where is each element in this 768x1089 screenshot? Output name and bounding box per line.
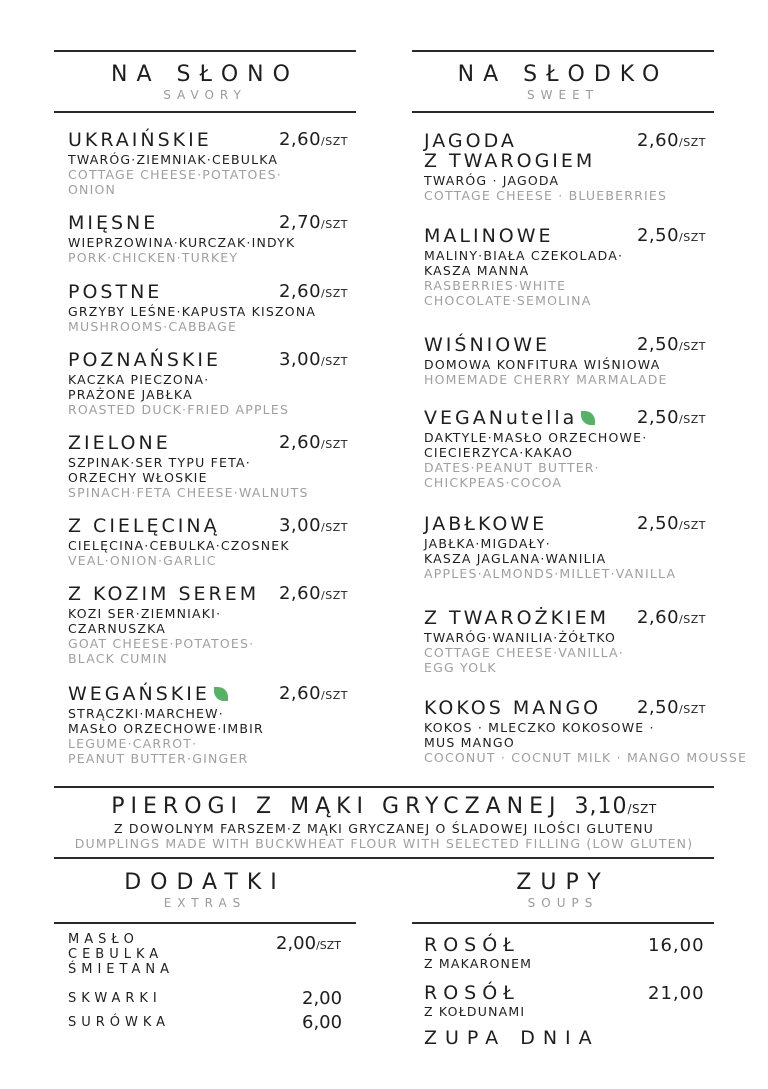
item-english-description: SPINACH·FETA CHEESE·WALNUTS xyxy=(68,485,309,500)
soup-item-1-sub: Z MAKARONEM xyxy=(424,956,533,971)
item-polish-description: GRZYBY LEŚNE·KAPUSTA KISZONA xyxy=(68,304,317,319)
item-price xyxy=(637,131,706,153)
item-polish-description: DAKTYLE·MASŁO ORZECHOWE· CIECIERZYCA·KAKAO xyxy=(424,430,648,460)
vegan-leaf-icon xyxy=(581,411,595,425)
item-polish-description: TWARÓG·WANILIA·ŻÓŁTKO xyxy=(424,630,617,645)
savory-subtitle: SAVORY xyxy=(163,88,247,102)
soups-title: ZUPY xyxy=(516,870,610,895)
item-name: JABŁKOWE xyxy=(424,513,548,535)
item-price-value: 2,50 xyxy=(636,513,680,534)
item-price-value: 3,00 xyxy=(278,349,322,370)
item-name: ZIELONE xyxy=(68,432,171,454)
item-price-unit: /SZT xyxy=(321,135,348,148)
item-price xyxy=(637,408,706,430)
item-english-description: PORK·CHICKEN·TURKEY xyxy=(68,250,239,265)
item-price-value: 3,00 xyxy=(278,515,322,536)
lower-sections-top-rule xyxy=(54,857,714,859)
sweet-title: NA SŁODKO xyxy=(457,62,669,87)
savory-item-8 xyxy=(68,684,348,766)
item-price-value: 2,50 xyxy=(636,697,680,718)
item-price-value: 2,60 xyxy=(278,432,322,453)
item-english-description: VEAL·ONION·GARLIC xyxy=(68,553,217,568)
item-price-unit: /SZT xyxy=(679,231,706,244)
soups-header-rule xyxy=(412,922,714,924)
sweet-top-rule xyxy=(412,50,714,52)
savory-item-7 xyxy=(68,584,348,666)
item-price-unit: /SZT xyxy=(321,689,348,702)
extras-header-rule xyxy=(54,922,356,924)
item-price xyxy=(279,350,348,372)
savory-item-6 xyxy=(68,516,348,568)
buckwheat-price: 3,10/SZT xyxy=(574,794,657,819)
item-name: KOKOS MANGO xyxy=(424,697,602,719)
sweet-item-4 xyxy=(424,408,706,490)
item-price-value: 2,60 xyxy=(636,130,680,151)
item-price-unit: /SZT xyxy=(679,340,706,353)
item-price xyxy=(279,584,348,606)
item-price-value: 2,60 xyxy=(278,583,322,604)
item-price-unit: /SZT xyxy=(679,703,706,716)
item-price-value: 2,60 xyxy=(278,129,322,150)
item-polish-description: DOMOWA KONFITURA WIŚNIOWA xyxy=(424,357,661,372)
soup-item-1-name: ROSÓŁ xyxy=(424,934,520,956)
item-name: POSTNE xyxy=(68,281,163,303)
buckwheat-polish-description: Z DOWOLNYM FARSZEM·Z MĄKI GRYCZANEJ O ŚLADOWEJ ILOŚCI GLUTENU xyxy=(113,821,655,836)
item-polish-description: TWARÓG·ZIEMNIAK·CEBULKA xyxy=(68,152,279,167)
item-price xyxy=(279,130,348,152)
extras-subtitle: EXTRAS xyxy=(163,896,247,910)
buckwheat-title: PIEROGI Z MĄKI GRYCZANEJ xyxy=(111,794,562,819)
item-name: JAGODA Z TWAROGIEM xyxy=(424,130,596,172)
sweet-item-5 xyxy=(424,514,706,581)
item-price xyxy=(279,516,348,538)
item-name: Z CIELĘCINĄ xyxy=(68,515,220,537)
buckwheat-section xyxy=(0,794,768,851)
item-polish-description: WIEPRZOWINA·KURCZAK·INDYK xyxy=(68,235,296,250)
item-english-description: GOAT CHEESE·POTATOES· BLACK CUMIN xyxy=(68,636,255,666)
item-polish-description: SZPINAK·SER TYPU FETA· ORZECHY WŁOSKIE xyxy=(68,455,251,485)
soup-item-1-price: 16,00 xyxy=(648,935,705,956)
item-name: WIŚNIOWE xyxy=(424,334,551,356)
item-price xyxy=(279,213,348,235)
savory-item-1 xyxy=(68,130,348,197)
item-name: Z KOZIM SEREM xyxy=(68,583,260,605)
item-name: VEGANutella xyxy=(424,408,706,428)
item-polish-description: TWARÓG · JAGODA xyxy=(424,173,560,188)
soup-item-2-name: ROSÓŁ xyxy=(424,982,520,1004)
item-price-unit: /SZT xyxy=(321,438,348,451)
item-polish-description: JABŁKA·MIGDAŁY· KASZA JAGLANA·WANILIA xyxy=(424,536,607,566)
item-english-description: LEGUME·CARROT· PEANUT BUTTER·GINGER xyxy=(68,736,249,766)
sweet-subtitle: SWEET xyxy=(527,88,599,102)
item-price xyxy=(637,226,706,248)
item-english-description: RASBERRIES·WHITE CHOCOLATE·SEMOLINA xyxy=(424,278,592,308)
item-english-description: COTTAGE CHEESE · BLUEBERRIES xyxy=(424,188,668,203)
item-price xyxy=(279,282,348,304)
soup-item-2-sub: Z KOŁDUNAMI xyxy=(424,1004,526,1019)
item-english-description: APPLES·ALMONDS·MILLET·VANILLA xyxy=(424,566,677,581)
item-price xyxy=(279,684,348,706)
extras-item-surowka-price: 6,00 xyxy=(302,1012,343,1033)
sweet-item-3 xyxy=(424,335,706,387)
buckwheat-english-description: DUMPLINGS MADE WITH BUCKWHEAT FLOUR WITH SELECTED FILLING (LOW GLUTEN) xyxy=(74,836,694,851)
item-name: MALINOWE xyxy=(424,225,554,247)
savory-item-5 xyxy=(68,433,348,500)
extras-title: DODATKI xyxy=(124,870,286,895)
item-english-description: COTTAGE CHEESE·VANILLA· EGG YOLK xyxy=(424,645,624,675)
item-price-unit: /SZT xyxy=(321,521,348,534)
item-polish-description: STRĄCZKI·MARCHEW· MASŁO ORZECHOWE·IMBIR xyxy=(68,706,264,736)
item-price xyxy=(279,433,348,455)
item-english-description: HOMEMADE CHERRY MARMALADE xyxy=(424,372,668,387)
soups-subtitle: SOUPS xyxy=(527,896,599,910)
item-name: UKRAIŃSKIE xyxy=(68,129,212,151)
extras-group-price: 2,00/SZT xyxy=(276,933,342,954)
item-price-value: 2,50 xyxy=(636,334,680,355)
item-english-description: DATES·PEANUT BUTTER· CHICKPEAS·COCOA xyxy=(424,460,600,490)
item-name: Z TWAROŻKIEM xyxy=(424,607,610,629)
item-price xyxy=(637,698,706,720)
extras-group-line-1: MASŁO xyxy=(68,932,139,947)
item-polish-description: MALINY·BIAŁA CZEKOLADA· KASZA MANNA xyxy=(424,248,624,278)
item-price-unit: /SZT xyxy=(679,519,706,532)
sweet-item-7 xyxy=(424,697,748,765)
item-price-unit: /SZT xyxy=(321,287,348,300)
soup-item-2-price: 21,00 xyxy=(648,983,705,1004)
buckwheat-top-rule xyxy=(54,786,714,788)
extras-item-skwarki: SKWARKI xyxy=(68,991,162,1006)
item-price-unit: /SZT xyxy=(321,355,348,368)
item-english-description: COCONUT · COCNUT MILK · MANGO MOUSSE xyxy=(424,750,748,765)
item-price-value: 2,70 xyxy=(278,212,322,233)
item-price-value: 2,50 xyxy=(636,225,680,246)
item-price-unit: /SZT xyxy=(321,589,348,602)
savory-item-4 xyxy=(68,350,348,417)
item-english-description: COTTAGE CHEESE·POTATOES· ONION xyxy=(68,167,282,197)
item-polish-description: KOKOS · MLECZKO KOKOSOWE · MUS MANGO xyxy=(424,720,655,750)
item-price-unit: /SZT xyxy=(321,218,348,231)
savory-top-rule xyxy=(54,50,356,52)
item-price-value: 2,60 xyxy=(278,281,322,302)
savory-item-3 xyxy=(68,282,348,334)
item-name: WEGAŃSKIE xyxy=(68,684,348,704)
item-price xyxy=(637,514,706,536)
sweet-header-rule xyxy=(412,111,714,113)
item-price xyxy=(637,608,706,630)
sweet-item-2 xyxy=(424,226,706,308)
extras-item-skwarki-price: 2,00 xyxy=(302,988,343,1009)
item-name: MIĘSNE xyxy=(68,212,159,234)
sweet-item-6 xyxy=(424,608,706,675)
item-price-value: 2,60 xyxy=(278,683,322,704)
item-name: POZNAŃSKIE xyxy=(68,349,221,371)
item-price-unit: /SZT xyxy=(679,413,706,426)
soup-item-3-name: ZUPA DNIA xyxy=(424,1027,600,1049)
item-price-value: 2,60 xyxy=(636,607,680,628)
savory-header-rule xyxy=(54,111,356,113)
extras-item-surowka: SURÓWKA xyxy=(68,1015,171,1030)
savory-title: NA SŁONO xyxy=(111,62,299,87)
item-price-unit: /SZT xyxy=(679,613,706,626)
vegan-leaf-icon xyxy=(214,687,228,701)
item-price-value: 2,50 xyxy=(636,407,680,428)
extras-group-line-2: CEBULKA xyxy=(68,947,164,962)
item-polish-description: KACZKA PIECZONA· PRAŻONE JABŁKA xyxy=(68,372,210,402)
extras-group-line-3: ŚMIETANA xyxy=(68,962,174,977)
item-polish-description: CIELĘCINA·CEBULKA·CZOSNEK xyxy=(68,538,290,553)
savory-item-2 xyxy=(68,213,348,265)
item-price-unit: /SZT xyxy=(679,136,706,149)
item-polish-description: KOZI SER·ZIEMNIAKI· CZARNUSZKA xyxy=(68,606,222,636)
item-english-description: MUSHROOMS·CABBAGE xyxy=(68,319,238,334)
item-price xyxy=(637,335,706,357)
sweet-item-1 xyxy=(424,131,706,203)
item-english-description: ROASTED DUCK·FRIED APPLES xyxy=(68,402,290,417)
